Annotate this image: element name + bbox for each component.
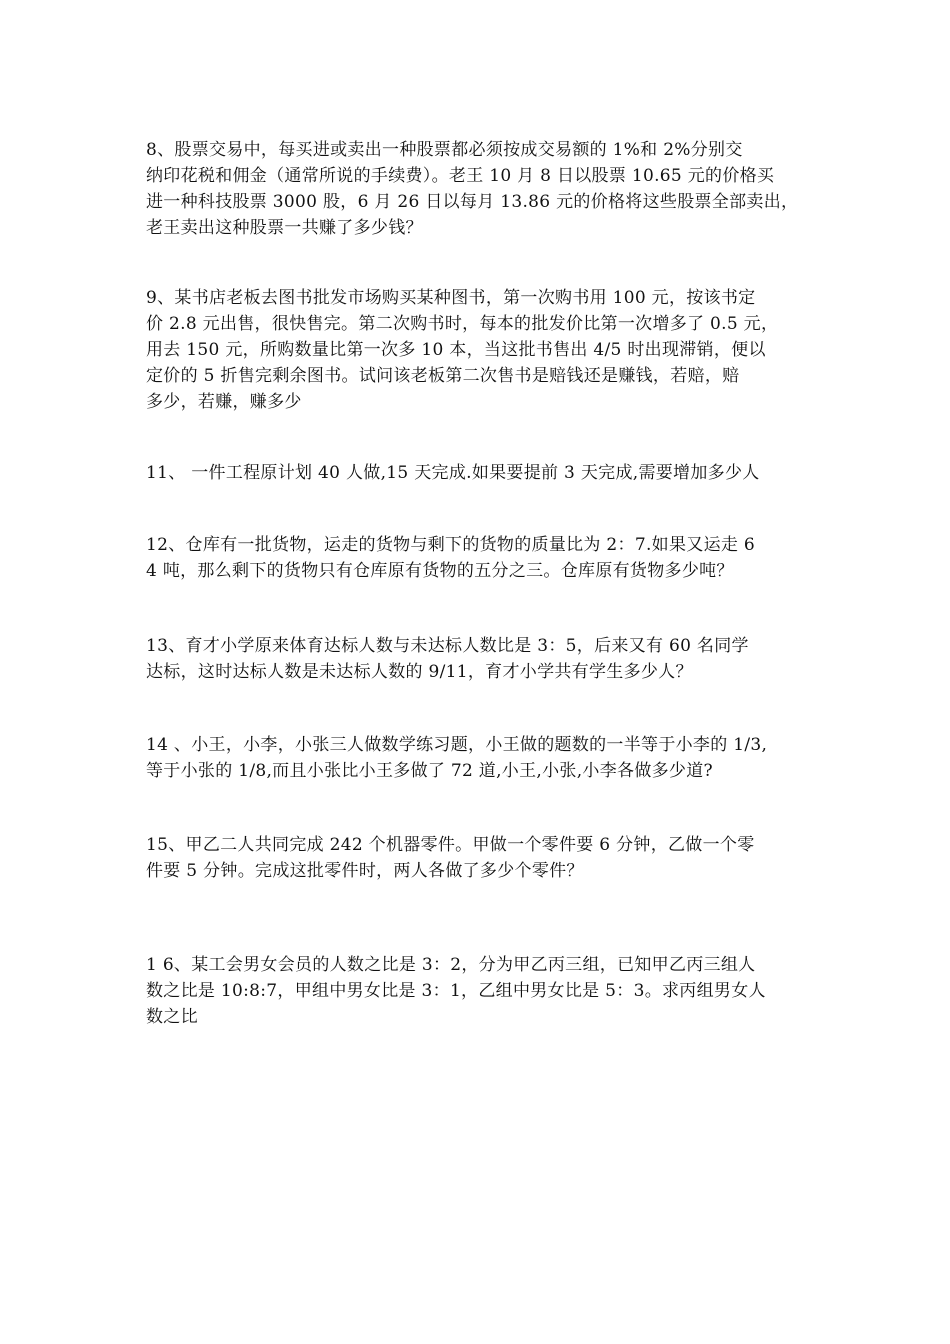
problem-line: 老王卖出这种股票一共赚了多少钱？ [146,218,423,238]
problem-14 [146,732,812,784]
problem-line: 9、某书店老板去图书批发市场购买某种图书，第一次购书用 100 元，按该书定 [146,288,756,308]
problem-16 [146,952,812,1030]
problem-line: 价 2.8 元出售，很快售完。第二次购书时，每本的批发价比第一次增多了 0.5 元， [146,314,779,334]
problem-12 [146,532,812,584]
problem-13 [146,633,812,685]
problem-line: 达标，这时达标人数是未达标人数的 9/11，育才小学共有学生多少人？ [146,662,693,682]
problem-line: 多少，若赚，赚多少 [146,392,302,412]
problem-line: 8、股票交易中，每买进或卖出一种股票都必须按成交易额的 1%和 2%分别交 [146,140,743,160]
problem-line: 13、育才小学原来体育达标人数与未达标人数比是 3：5，后来又有 60 名同学 [146,636,749,656]
problem-15 [146,832,812,884]
problem-line: 14 、小王，小李，小张三人做数学练习题，小王做的题数的一半等于小李的 1/3, [146,735,768,755]
problem-line: 定价的 5 折售完剩余图书。试问该老板第二次售书是赔钱还是赚钱，若赔，赔 [146,366,740,386]
problem-line: 件要 5 分钟。完成这批零件时，两人各做了多少个零件？ [146,861,584,881]
problem-line: 4 吨，那么剩下的货物只有仓库原有货物的五分之三。仓库原有货物多少吨？ [146,561,734,581]
problem-line: 纳印花税和佣金（通常所说的手续费）。老王 10 月 8 日以股票 10.65 元的价格买 [146,166,775,186]
problem-line: 数之比 [146,1007,198,1027]
problem-line: 15、甲乙二人共同完成 242 个机器零件。甲做一个零件要 6 分钟，乙做一个零 [146,835,755,855]
problem-line: 进一种科技股票 3000 股，6 月 26 日以每月 13.86 元的价格将这些股票全部卖出， [146,192,799,212]
problem-line: 11、 一件工程原计划 40 人做,15 天完成.如果要提前 3 天完成,需要增加多少人 [146,463,760,483]
problem-11 [146,460,812,486]
problem-line: 等于小张的 1/8,而且小张比小王多做了 72 道,小王,小张,小李各做多少道? [146,761,713,781]
problem-line: 12、仓库有一批货物，运走的货物与剩下的货物的质量比为 2：7.如果又运走 6 [146,535,755,555]
problem-line: 用去 150 元，所购数量比第一次多 10 本，当这批书售出 4/5 时出现滞销，便以 [146,340,766,360]
problem-line: 数之比是 10:8:7，甲组中男女比是 3：1，乙组中男女比是 5：3。求丙组男女人 [146,981,766,1001]
problem-8 [146,137,812,241]
problem-line: 1 6、某工会男女会员的人数之比是 3：2，分为甲乙丙三组，已知甲乙丙三组人 [146,955,756,975]
problem-9 [146,285,812,415]
